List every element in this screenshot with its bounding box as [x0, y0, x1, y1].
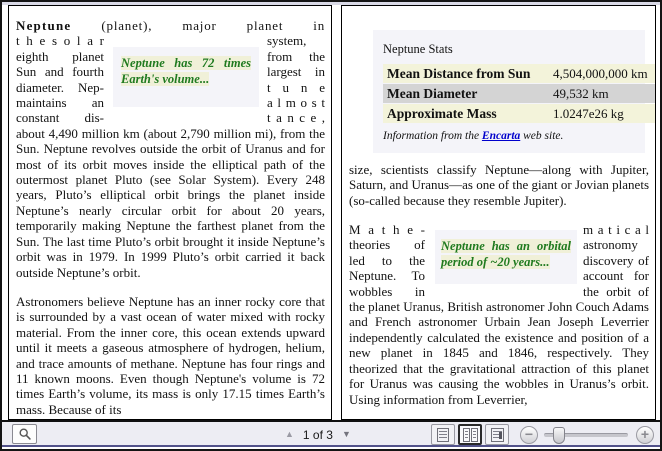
wrap-line: a l m o s t: [267, 95, 325, 111]
stat-label: Mean Distance from Sun: [387, 66, 531, 82]
stats-title: Neptune Stats: [383, 42, 453, 56]
scrollbar-glyph: [499, 432, 502, 439]
two-page-icon: [463, 428, 470, 442]
wrap-line: diameter. Nep-: [16, 79, 104, 95]
view-and-zoom-controls: [431, 422, 654, 447]
reader-toolbar: [2, 422, 660, 447]
para1-wrap-row: [16, 33, 325, 125]
wrap-line: led to the: [349, 252, 425, 268]
wrap-line: account for: [583, 268, 649, 284]
left-page-content: [9, 6, 331, 417]
paragraph-gap: [16, 280, 325, 294]
table-row: [383, 84, 656, 103]
find-button[interactable]: [12, 424, 37, 444]
right-para1: size, scientists classify Neptune—along with Jupiter, Saturn, and Uranus—as one of the giant or Jovian planets (so-called because they resemble Jupiter).: [349, 161, 649, 208]
pull-quote-box: [435, 230, 577, 284]
right-page-content: [342, 6, 655, 407]
wrap-line: discovery of: [583, 252, 649, 268]
para1-first-line: Neptune (planet), major planet in: [16, 18, 325, 33]
pull-quote-text: Neptune has an orbital period of ~20 years...: [441, 239, 571, 270]
table-row: [383, 64, 656, 83]
wrap-right-column: [583, 222, 649, 299]
para1-continuation: about 4,490 million km (about 2,790 million mi), from the Sun. Neptune revolves outside the orbit of Uranus and for most of its orbit moves inside the elliptical path of the outermost planet Pluto (see Solar System). Every 248 years, Pluto’s elliptical orbit brings the planet inside Neptune’s nearly circular orbit for about 20 years, temporarily making Neptune the farthest planet from the Sun. The last time Pluto’s orbit brought it inside Neptune’s orbit was in 1979. In 1999 Pluto’s orbit carried it back outside Neptune’s orbit.: [16, 125, 325, 280]
wrap-right-column: [267, 33, 325, 125]
zoom-in-button[interactable]: +: [636, 426, 654, 444]
next-page-icon[interactable]: ▼: [341, 429, 351, 439]
neptune-stats-floater: [373, 30, 648, 153]
wrap-line: Sun and fourth: [16, 64, 104, 80]
article-title: Neptune: [16, 18, 72, 33]
para2-wrap-row: [349, 222, 649, 299]
stats-table: [383, 64, 656, 123]
previous-page-icon[interactable]: ▲: [285, 429, 294, 439]
pull-quote-text: Neptune has 72 times Earth's volume...: [121, 56, 251, 87]
wrap-line: system,: [267, 33, 307, 49]
wrap-line: eighth planet: [16, 48, 104, 64]
document-page-left: [8, 5, 332, 420]
wrap-line: t u n e: [267, 79, 325, 95]
right-para2-continuation: the planet Uranus, British astronomer John Couch Adams and French astronomer Urbain Jean Joseph Leverrier independently calculated the existence and position of a new planet in 1845 and 1846, respectively. They theorized that the gravitational attraction of this planet for Uranus was causing the wobbles in Uranus’s orbit. Using information from Leverrier,: [349, 299, 649, 407]
page-navigation: [285, 422, 351, 447]
wrap-line: constant dis-: [16, 110, 104, 126]
stat-value: 49,532 km: [553, 86, 609, 102]
page-count-label: 1 of 3: [302, 427, 333, 442]
wrap-left-column: [16, 33, 104, 125]
view-mode-scroll[interactable]: [485, 424, 509, 445]
search-icon: [18, 427, 32, 441]
wrap-line: Neptune. To: [349, 268, 425, 284]
pull-quote-box: [113, 47, 259, 107]
zoom-slider-track[interactable]: [544, 433, 628, 437]
wrap-line: maintains an: [16, 95, 104, 111]
single-page-icon: [437, 428, 449, 442]
stats-caption: Information from the Encarta web site.: [383, 130, 564, 143]
wrap-line: the orbit of: [583, 283, 649, 299]
stat-value: 4,504,000,000 km: [553, 66, 648, 82]
view-mode-two-page[interactable]: [458, 424, 482, 445]
two-page-icon: [471, 428, 478, 442]
wrap-line: theories of: [349, 237, 425, 253]
wrap-line: wobbles in: [349, 283, 425, 299]
table-row: [383, 104, 656, 123]
wrap-line: t a n c e ,: [267, 110, 325, 126]
wrap-left-column: [349, 222, 425, 299]
scroll-view-icon: [491, 428, 504, 442]
zoom-slider-thumb[interactable]: [553, 427, 565, 444]
stat-value: 1.0247e26 kg: [553, 106, 624, 122]
wrap-line: M a t h e -: [349, 222, 425, 238]
wrap-line: from the: [267, 48, 325, 64]
wrap-line: astronomy: [583, 237, 638, 253]
paragraph-gap: [349, 208, 649, 222]
view-mode-single[interactable]: [431, 424, 455, 445]
wrap-line: t h e s o l a r: [16, 33, 104, 49]
wrap-line: m a t i c a l: [583, 222, 649, 238]
zoom-out-button[interactable]: −: [520, 426, 538, 444]
stat-label: Mean Diameter: [387, 86, 478, 102]
document-page-right: [341, 5, 656, 420]
para2: Astronomers believe Neptune has an inner rocky core that is surrounded by a vast ocean of water mixed with rocky material. From the inner core, this ocean extends upward until it meets a gaseous atmosphere of hydrogen, helium, and trace amounts of methane. Neptune has four rings and 11 known moons. Even though Neptune's volume is 72 times Earth’s volume, its mass is only 17.15 times Earth’s mass. Because of its: [16, 293, 325, 417]
encarta-link[interactable]: Encarta: [481, 130, 521, 143]
wrap-line: largest in: [267, 64, 325, 80]
stat-label: Approximate Mass: [387, 106, 497, 122]
